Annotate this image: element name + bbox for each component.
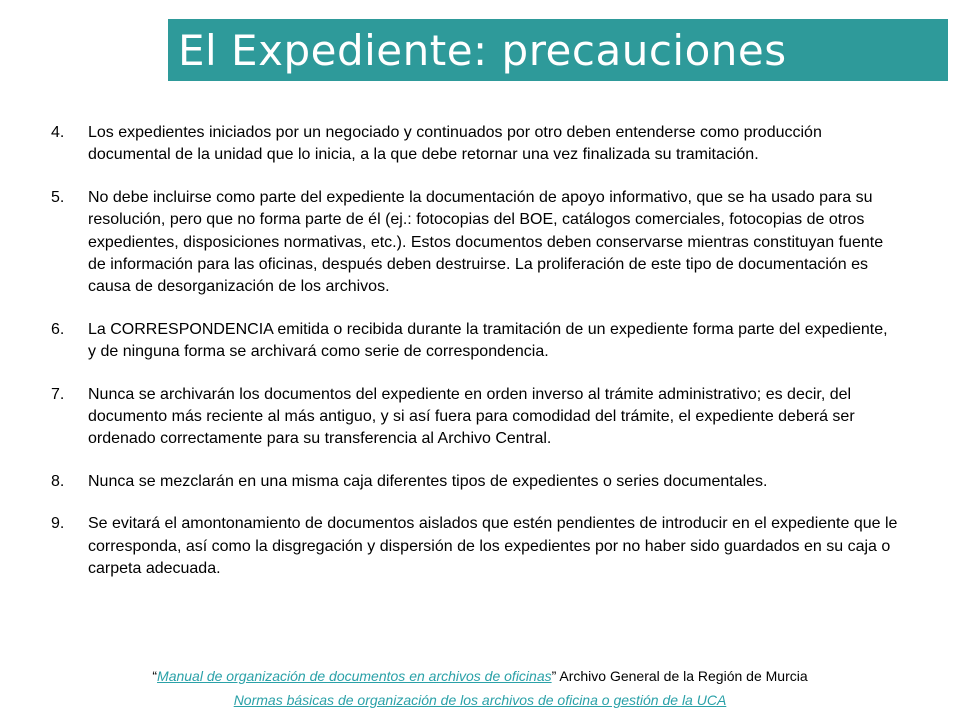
item-number: 7. xyxy=(51,385,65,403)
slide-title: El Expediente: precauciones xyxy=(178,25,787,75)
item-text: No debe incluirse como parte del expediente la documentación de apoyo informativo, que se ha usado para su resolución, pero que no forma parte de él (ej.: fotocopias del BOE, catálogos comerciales, fotocopias de otros expedientes, disposiciones normativas, etc.). Estos documentos deben conservarse mientras constituyan fuente de información para las oficinas, después deben destruirse. La proliferación de este tipo de documentación es causa de desorganización de los archivos. xyxy=(88,188,884,296)
item-number: 4. xyxy=(51,124,65,141)
footer-link-line xyxy=(0,690,960,710)
item-number: 6. xyxy=(51,320,65,338)
item-text: Se evitará el amontonamiento de documentos aislados que estén pendientes de introducir en el expediente que le corresponda, así como la disgregación y dispersión de los expedientes por no haber sido guardados en su caja o carpeta adecuada. xyxy=(88,515,898,578)
list-item xyxy=(0,471,898,493)
item-text: La CORRESPONDENCIA emitida o recibida durante la tramitación de un expediente forma parte del expediente, y de ninguna forma se archivará como serie de correspondencia. xyxy=(88,320,888,361)
item-number: 9. xyxy=(51,515,65,533)
list-item xyxy=(0,384,898,451)
footer-citation xyxy=(0,666,960,686)
item-text: Nunca se archivarán los documentos del expediente en orden inverso al trámite administrativo; es decir, del documento más reciente al más antiguo, y si así fuera para comodidad del trámite, el expediente deberá ser ordenado correctamente para su transferencia al Archivo Central. xyxy=(88,385,855,448)
quote-close: ” xyxy=(551,668,557,684)
item-text: Nunca se mezclarán en una misma caja diferentes tipos de expedientes o series documentales. xyxy=(88,472,768,490)
list-item xyxy=(0,319,898,364)
list-item xyxy=(0,187,898,299)
item-number: 5. xyxy=(51,188,65,206)
item-number: 8. xyxy=(51,472,65,490)
list-item xyxy=(0,122,898,167)
uca-norms-link[interactable]: Normas básicas de organización de los archivos de oficina o gestión de la UCA xyxy=(233,692,727,708)
source-text: Archivo General de la Región de Murcia xyxy=(556,668,808,684)
quote-open: “ xyxy=(152,668,158,684)
item-text: Los expedientes iniciados por un negociado y continuados por otro deben entenderse como producción documental de la unidad que lo inicia, a la que debe retornar una vez finalizada su tramitación. xyxy=(88,124,822,164)
title-bar xyxy=(168,19,948,81)
manual-link[interactable]: Manual de organización de documentos en archivos de oficinas xyxy=(157,668,552,684)
numbered-list xyxy=(0,122,960,601)
list-item xyxy=(0,513,898,580)
